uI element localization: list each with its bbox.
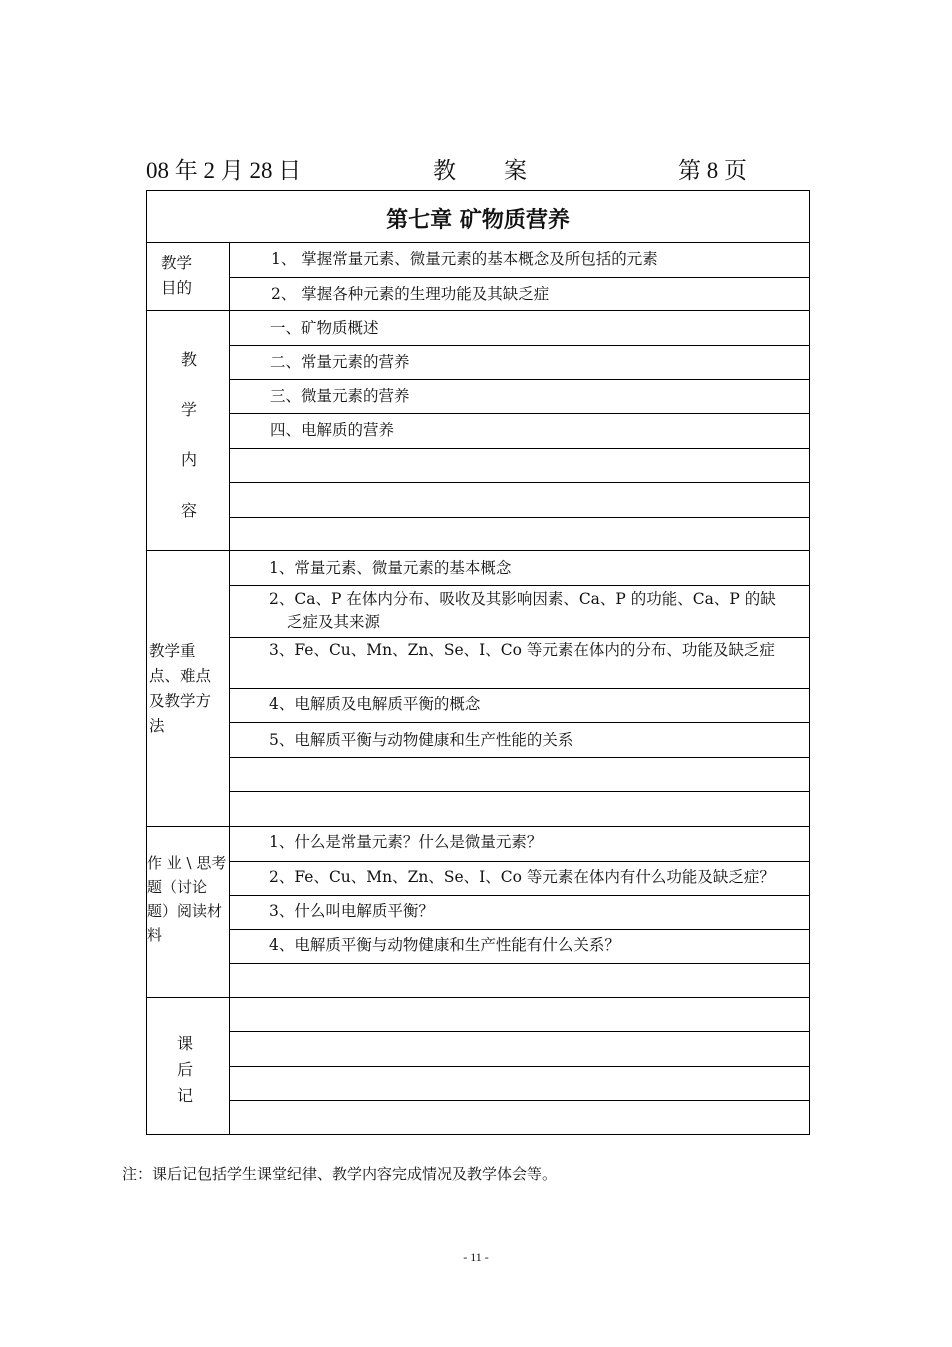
homework-item: 1、什么是常量元素？什么是微量元素？ [269, 833, 543, 851]
homework-item: 4、电解质平衡与动物健康和生产性能有什么关系？ [269, 936, 620, 954]
key-points-label: 教学重点、难点及教学方法 [149, 642, 212, 735]
page-label: 第 8 页 [678, 158, 747, 183]
homework-item: 3、什么叫电解质平衡？ [269, 902, 434, 920]
key-point-item: 4、电解质及电解质平衡的概念 [269, 695, 481, 713]
content-item: 一、矿物质概述 [270, 319, 379, 337]
footnote: 注：课后记包括学生课堂纪律、教学内容完成情况及教学体会等。 [122, 1165, 558, 1183]
content-label-char: 学 [181, 400, 198, 419]
notes-label-char: 课 [177, 1034, 194, 1053]
key-point-item: 5、电解质平衡与动物健康和生产性能的关系 [269, 731, 574, 749]
content-label-char: 容 [181, 501, 198, 520]
objective-item: 2、 掌握各种元素的生理功能及其缺乏症 [271, 285, 550, 303]
lesson-plan-table [146, 190, 810, 1135]
key-point-item: 2、Ca、P 在体内分布、吸收及其影响因素、Ca、P 的功能、Ca、P 的缺乏症及其来源 [269, 590, 776, 631]
chapter-title: 第七章 矿物质营养 [386, 208, 570, 233]
homework-label: 作 业 \ 思考题（讨论题）阅读材料 [147, 854, 227, 944]
notes-label-char: 后 [177, 1060, 194, 1079]
page-header [146, 148, 810, 184]
content-label-char: 内 [181, 450, 198, 469]
content-item: 四、电解质的营养 [270, 421, 395, 439]
content-item: 二、常量元素的营养 [270, 353, 410, 371]
page-number: - 11 - [463, 1250, 489, 1264]
content-label-char: 教 [181, 350, 198, 369]
key-point-item: 3、Fe、Cu、Mn、Zn、Se、I、Co 等元素在体内的分布、功能及缺乏症 [269, 641, 775, 659]
lesson-date: 08 年 2 月 28 日 [146, 158, 302, 183]
homework-item: 2、Fe、Cu、Mn、Zn、Se、I、Co 等元素在体内有什么功能及缺乏症？ [269, 868, 775, 886]
notes-label-char: 记 [177, 1086, 194, 1105]
document-title: 教案 [433, 158, 575, 183]
objective-item: 1、 掌握常量元素、微量元素的基本概念及所包括的元素 [271, 250, 658, 268]
key-point-item: 1、常量元素、微量元素的基本概念 [269, 559, 512, 577]
content-item: 三、微量元素的营养 [270, 387, 410, 405]
objectives-label: 教学目的 [161, 254, 193, 297]
